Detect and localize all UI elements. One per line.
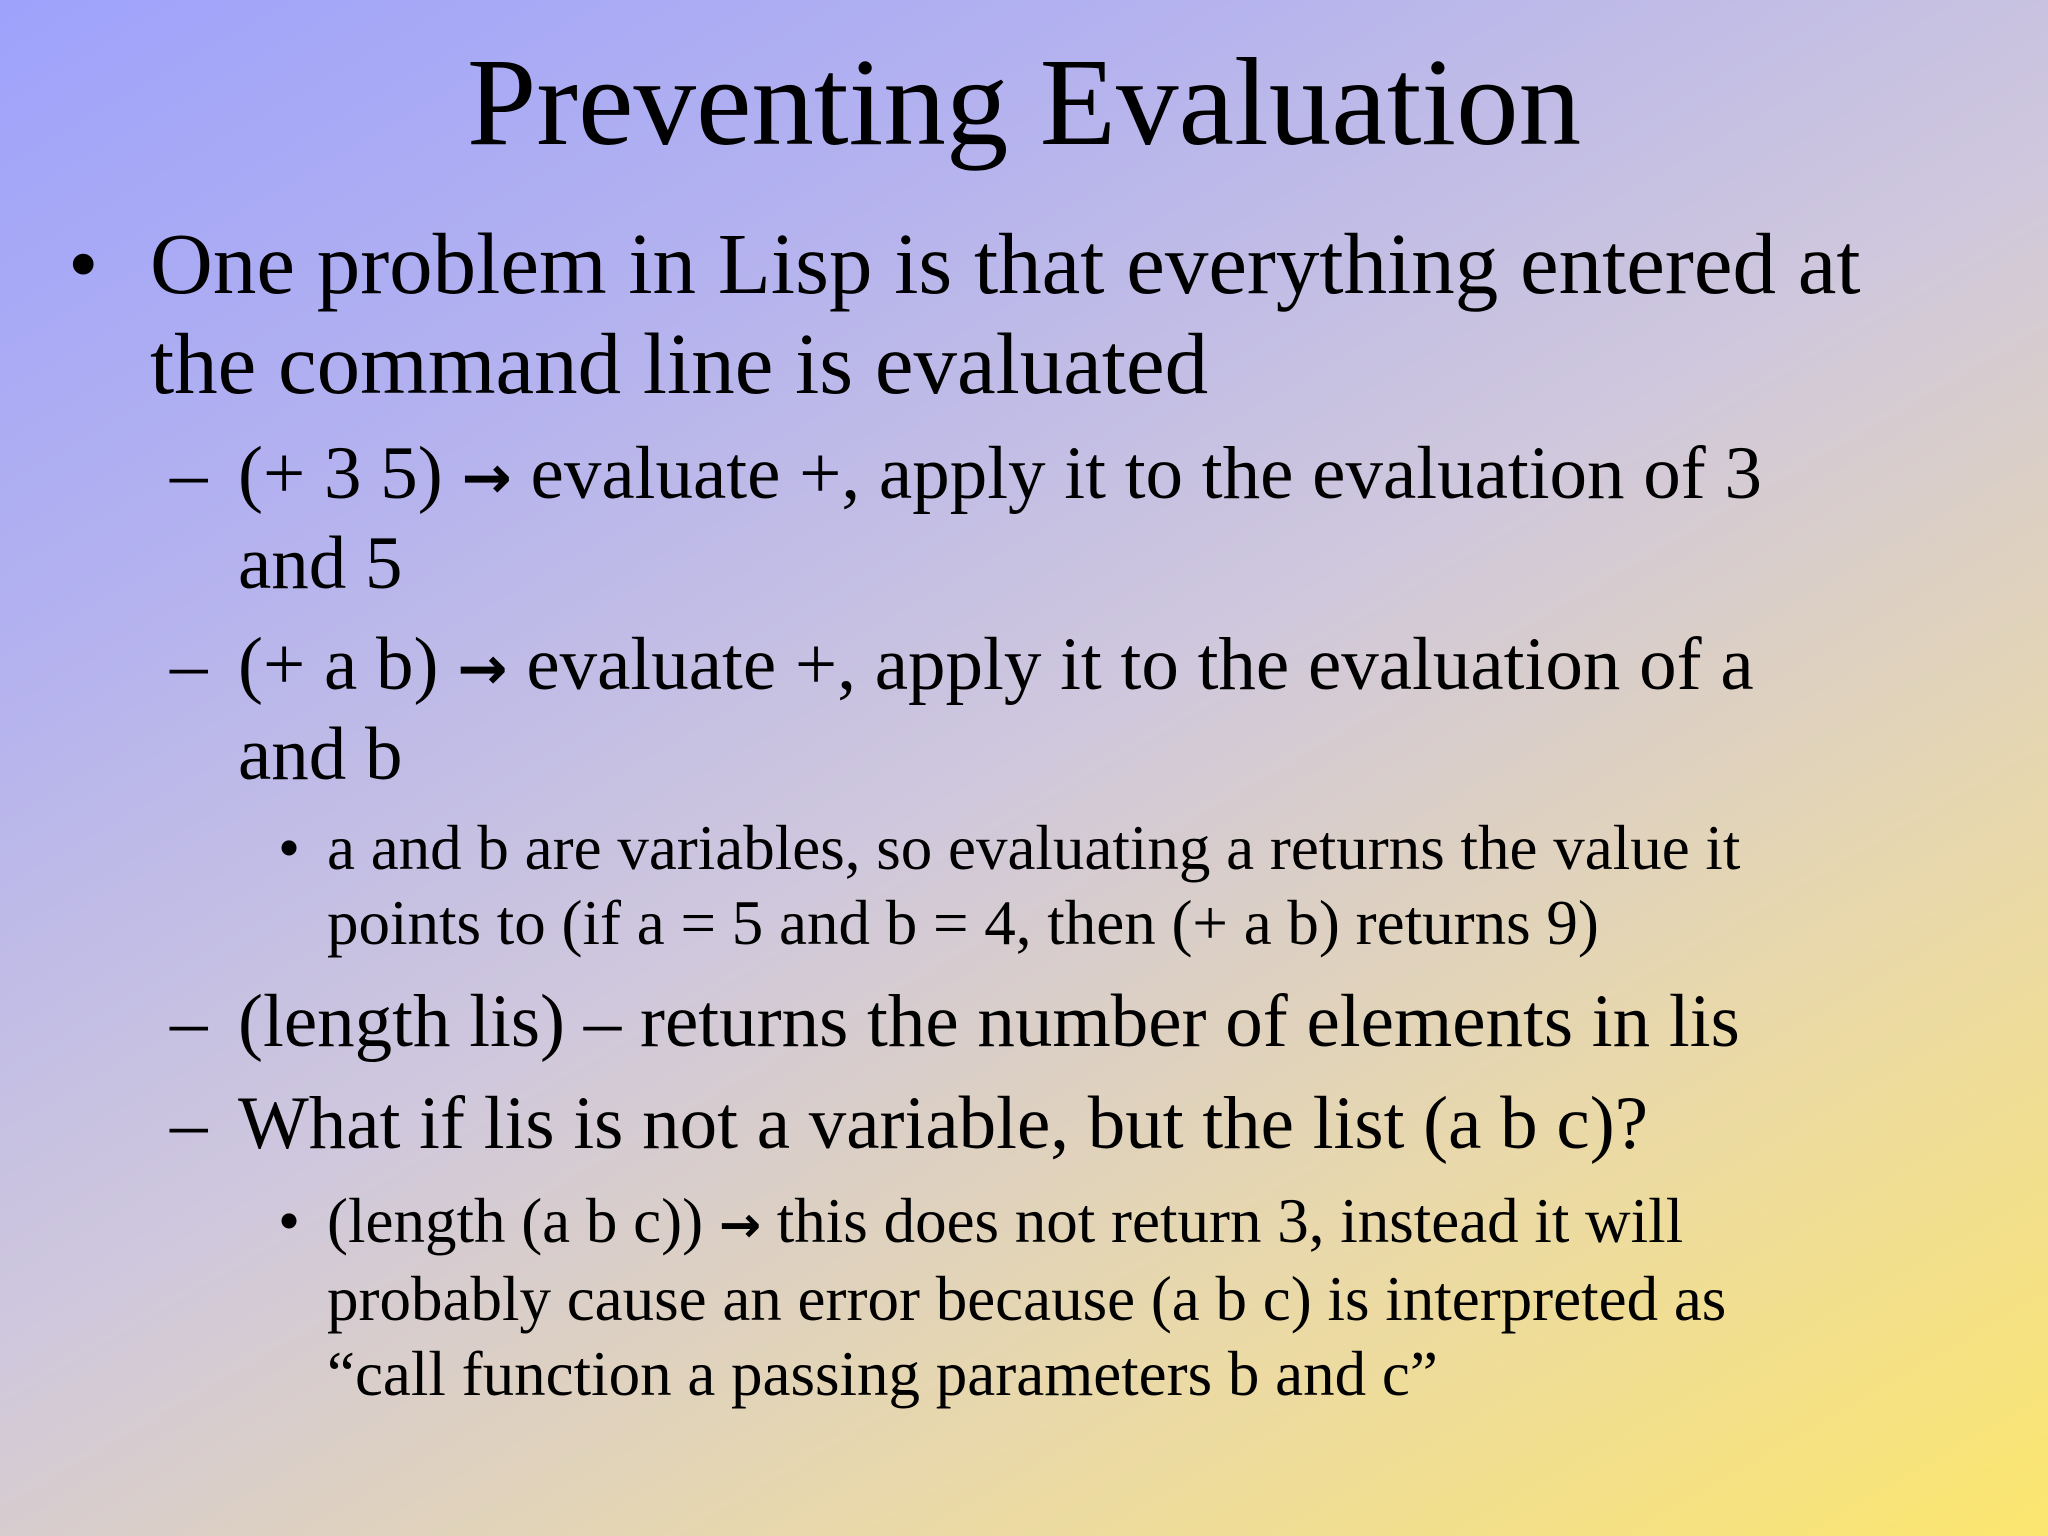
sub-item-line (238, 622, 1754, 712)
sub-sub-item-line: probably cause an error because (a b c) is interpreted as (327, 1264, 1727, 1334)
dash-marker: – (170, 980, 208, 1063)
sub-sub-item-line: “call function a passing parameters b and c” (327, 1339, 1438, 1409)
dash-marker: – (170, 432, 208, 515)
sub-item-length-lis (170, 979, 1740, 1065)
bullet-text-line: One problem in Lisp is that everything entered at (150, 215, 1861, 312)
sub-item-line (238, 431, 1762, 521)
slide-title: Preventing Evaluation (466, 34, 1582, 172)
dash-marker: – (170, 1082, 208, 1165)
arrow-right-icon: → (718, 1195, 762, 1254)
bullet-marker: • (68, 215, 99, 312)
description-text: evaluate +, apply it to the evaluation of a (507, 623, 1754, 706)
sub-sub-item-length-abc (278, 1184, 1727, 1412)
sub-sub-item-line: a and b are variables, so evaluating a returns the value it (327, 813, 1741, 883)
bullet-item-1 (68, 214, 1861, 414)
description-text: evaluate +, apply it to the evaluation of 3 (511, 432, 1763, 515)
sub-item-line: and b (238, 713, 403, 796)
sub-item-eval-a-b (170, 622, 1754, 798)
sub-item-eval-3-5 (170, 431, 1763, 607)
sub-item-line: and 5 (238, 522, 403, 605)
sub-item-line: (length lis) – returns the number of elements in lis (238, 980, 1740, 1063)
sub-sub-item-line (327, 1184, 1726, 1262)
bullet-text-line: the command line is evaluated (150, 315, 1209, 412)
dash-marker: – (170, 623, 208, 706)
bullet-marker: • (278, 1186, 301, 1256)
bullet-marker: • (278, 813, 301, 883)
expression-text: (+ 3 5) (238, 432, 462, 515)
arrow-right-icon: → (461, 443, 512, 513)
arrow-right-icon: → (457, 634, 508, 704)
sub-item-line: What if lis is not a variable, but the list (a b c)? (238, 1082, 1648, 1165)
description-text: this does not return 3, instead it will (761, 1186, 1684, 1256)
sub-sub-item-line: points to (if a = 5 and b = 4, then (+ a b) returns 9) (327, 888, 1599, 958)
sub-item-what-if (170, 1081, 1648, 1167)
expression-text: (length (a b c)) (327, 1186, 719, 1256)
sub-sub-item-variables (278, 811, 1741, 961)
expression-text: (+ a b) (238, 623, 458, 706)
